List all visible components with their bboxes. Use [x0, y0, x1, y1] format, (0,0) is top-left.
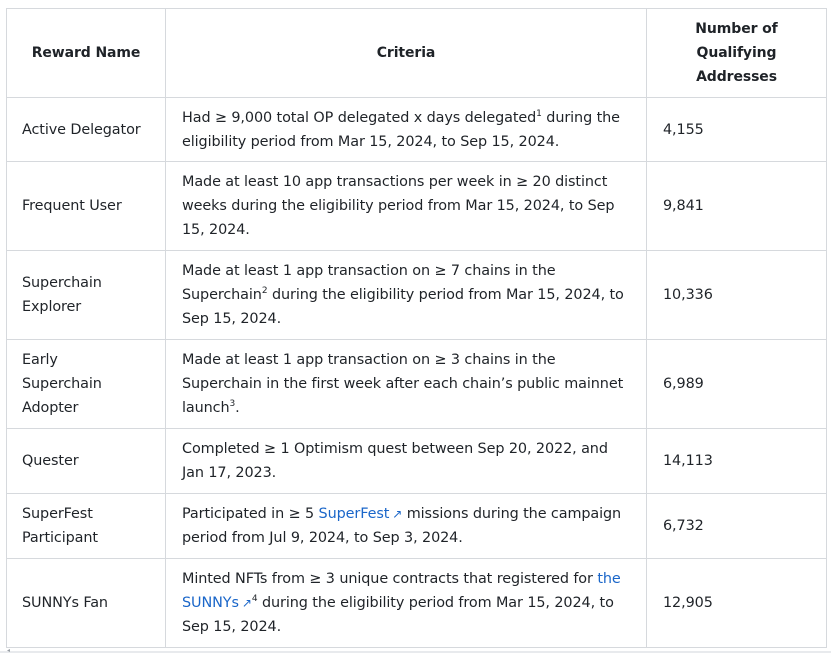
table-row — [7, 98, 827, 162]
header-criteria: Criteria — [166, 9, 647, 98]
criteria-cell — [166, 559, 647, 648]
count-cell: 6,732 — [647, 494, 827, 559]
criteria-cell — [166, 494, 647, 559]
criteria-text: Made at least 1 app transaction on ≥ 3 chains in the Superchain in the first week after each chain’s public mainnet launch — [182, 352, 624, 416]
footnote-marker[interactable]: 2 — [261, 286, 268, 297]
count-cell: 14,113 — [647, 429, 827, 494]
criteria-text-after: during the eligibility period from Mar 15, 2024, to Sep 15, 2024. — [182, 109, 620, 150]
criteria-cell — [166, 429, 647, 494]
rewards-table — [6, 8, 827, 648]
superfest-link[interactable] — [319, 506, 403, 522]
criteria-text: Made at least 10 app transactions per week in ≥ 20 distinct weeks during the eligibility period from Mar 15, 2024, to Sep 15, 2024. — [182, 174, 615, 238]
criteria-cell — [166, 98, 647, 162]
horizontal-scrollbar-track[interactable] — [0, 651, 831, 653]
reward-name-text: Early Superchain Adopter — [22, 352, 102, 416]
table-row — [7, 251, 827, 340]
scroll-left-arrow-icon[interactable]: ◂ — [7, 647, 11, 654]
table-header-row — [7, 9, 827, 98]
table-row — [7, 162, 827, 251]
reward-name-cell: SUNNYs Fan — [7, 559, 166, 648]
count-cell: 4,155 — [647, 98, 827, 162]
criteria-text: Participated in ≥ 5 — [182, 506, 319, 522]
rewards-table-container — [6, 8, 826, 648]
reward-name-cell: Quester — [7, 429, 166, 494]
criteria-cell — [166, 162, 647, 251]
footnote-marker[interactable]: 3 — [229, 399, 236, 410]
header-reward-name: Reward Name — [7, 9, 166, 98]
criteria-text-after: during the eligibility period from Mar 15, 2024, to Sep 15, 2024. — [182, 287, 624, 327]
reward-name-cell — [7, 494, 166, 559]
external-link-icon: ↗ — [392, 507, 403, 521]
count-cell: 6,989 — [647, 340, 827, 429]
table-row — [7, 559, 827, 648]
external-link-icon: ↗ — [241, 596, 252, 610]
header-qualifying-label: Number of Qualifying Addresses — [695, 21, 778, 85]
criteria-cell — [166, 251, 647, 340]
table-row — [7, 494, 827, 559]
footnote-marker[interactable]: 1 — [536, 108, 542, 119]
criteria-text-after: during the eligibility period from Mar 15, 2024, to Sep 15, 2024. — [182, 595, 614, 635]
criteria-text: Completed ≥ 1 Optimism quest between Sep 20, 2022, and Jan 17, 2023. — [182, 441, 608, 481]
table-row — [7, 429, 827, 494]
sunnys-link-text[interactable]: the SUNNYs — [182, 571, 621, 611]
table-row — [7, 340, 827, 429]
reward-name-cell — [7, 340, 166, 429]
reward-name-cell: Frequent User — [7, 162, 166, 251]
reward-name-cell: Superchain Explorer — [7, 251, 166, 340]
reward-name-text: SuperFest Participant — [22, 506, 98, 546]
footnote-marker[interactable]: 4 — [251, 594, 258, 605]
header-qualifying-addresses — [647, 9, 827, 98]
criteria-text: Made at least 1 app transaction on ≥ 7 chains in the Superchain — [182, 263, 556, 303]
criteria-text-after: . — [235, 400, 240, 416]
reward-name-cell: Active Delegator — [7, 98, 166, 162]
count-cell: 9,841 — [647, 162, 827, 251]
criteria-cell — [166, 340, 647, 429]
criteria-text: Minted NFTs from ≥ 3 unique contracts that registered for — [182, 571, 598, 587]
criteria-text-after: missions during the campaign period from Jul 9, 2024, to Sep 3, 2024. — [182, 506, 622, 546]
superfest-link-text[interactable]: SuperFest — [318, 506, 390, 522]
count-cell: 10,336 — [647, 251, 827, 340]
count-cell: 12,905 — [647, 559, 827, 648]
criteria-text: Had ≥ 9,000 total OP delegated x days delegated — [182, 109, 537, 126]
